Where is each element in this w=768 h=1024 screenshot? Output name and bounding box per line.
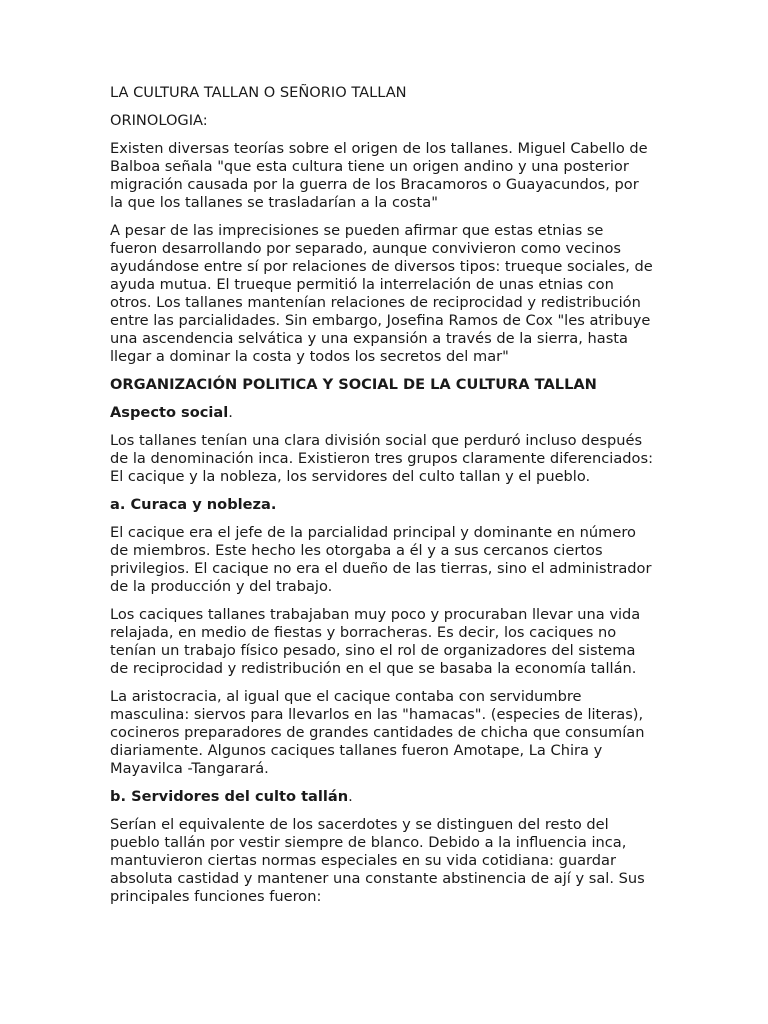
document-title: LA CULTURA TALLAN O SEÑORIO TALLAN [110, 84, 407, 101]
paragraph-cacique: El cacique era el jefe de la parcialidad principal y dominante en número de miembros. Este hecho les otorgaba a él y a sus cercanos ciertos privilegios. El cacique no era el dueño de las tierras, sino el administrador de la producción y del trabajo. [110, 524, 652, 595]
heading-servidores-punct: . [348, 788, 353, 805]
paragraph-imprecisiones: A pesar de las imprecisiones se pueden afirmar que estas etnias se fueron desarrollando por separado, aunque convivieron como vecinos ayudándose entre sí por relaciones de diversos tipos: trueque sociales, de ayuda mutua. El trueque permitió la interrelación de unas etnias con otros. Los tallanes mantenían relaciones de reciprocidad y redistribución entre las parcialidades. Sin embargo, Josefina Ramos de Cox "les atribuye una ascendencia selvática y una expansión a través de la sierra, hasta llegar a dominar la costa y todos los secretos del mar" [110, 222, 653, 365]
heading-aspecto-social: Aspecto social [110, 404, 229, 421]
paragraph-caciques-tallanes: Los caciques tallanes trabajaban muy poco y procuraban llevar una vida relajada, en medio de fiestas y borracheras. Es decir, los caciques no tenían un trabajo físico pesado, sino el rol de organizadores del sistema de reciprocidad y redistribución en el que se basaba la economía tallán. [110, 606, 641, 677]
heading-curaca-nobleza: a. Curaca y nobleza. [110, 496, 277, 513]
section-label-orinologia: ORINOLOGIA: [110, 112, 208, 129]
heading-aspecto-social-punct: . [228, 404, 233, 421]
paragraph-sacerdotes: Serían el equivalente de los sacerdotes y se distinguen del resto del pueblo tallán por vestir siempre de blanco. Debido a la influencia inca, mantuvieron ciertas normas especiales en su vida cotidiana: guardar absoluta castidad y mantener una constante abstinencia de ají y sal. Sus principales funciones fueron: [110, 816, 645, 905]
paragraph-division-social: Los tallanes tenían una clara división social que perduró incluso después de la denominación inca. Existieron tres grupos claramente diferenciados: El cacique y la nobleza, los servidores del culto tallan y el pueblo. [110, 432, 654, 485]
heading-servidores-culto: b. Servidores del culto tallán [110, 788, 349, 805]
document-page [110, 84, 655, 916]
paragraph-aristocracia: La aristocracia, al igual que el cacique contaba con servidumbre masculina: siervos para llevarlos en las "hamacas". (especies de literas), cocineros preparadores de grandes cantidades de chicha que consumían diariamente. Algunos caciques tallanes fueron Amotape, La Chira y Mayavilca -Tangarará. [110, 688, 645, 777]
paragraph-origen: Existen diversas teorías sobre el origen de los tallanes. Miguel Cabello de Balboa señala "que esta cultura tiene un origen andino y una posterior migración causada por la guerra de los Bracamoros o Guayacundos, por la que los tallanes se trasladarían a la costa" [110, 140, 648, 211]
heading-organizacion: ORGANIZACIÓN POLITICA Y SOCIAL DE LA CULTURA TALLAN [110, 376, 597, 393]
heading-servidores-line [110, 788, 655, 806]
heading-aspecto-social-line [110, 404, 655, 422]
